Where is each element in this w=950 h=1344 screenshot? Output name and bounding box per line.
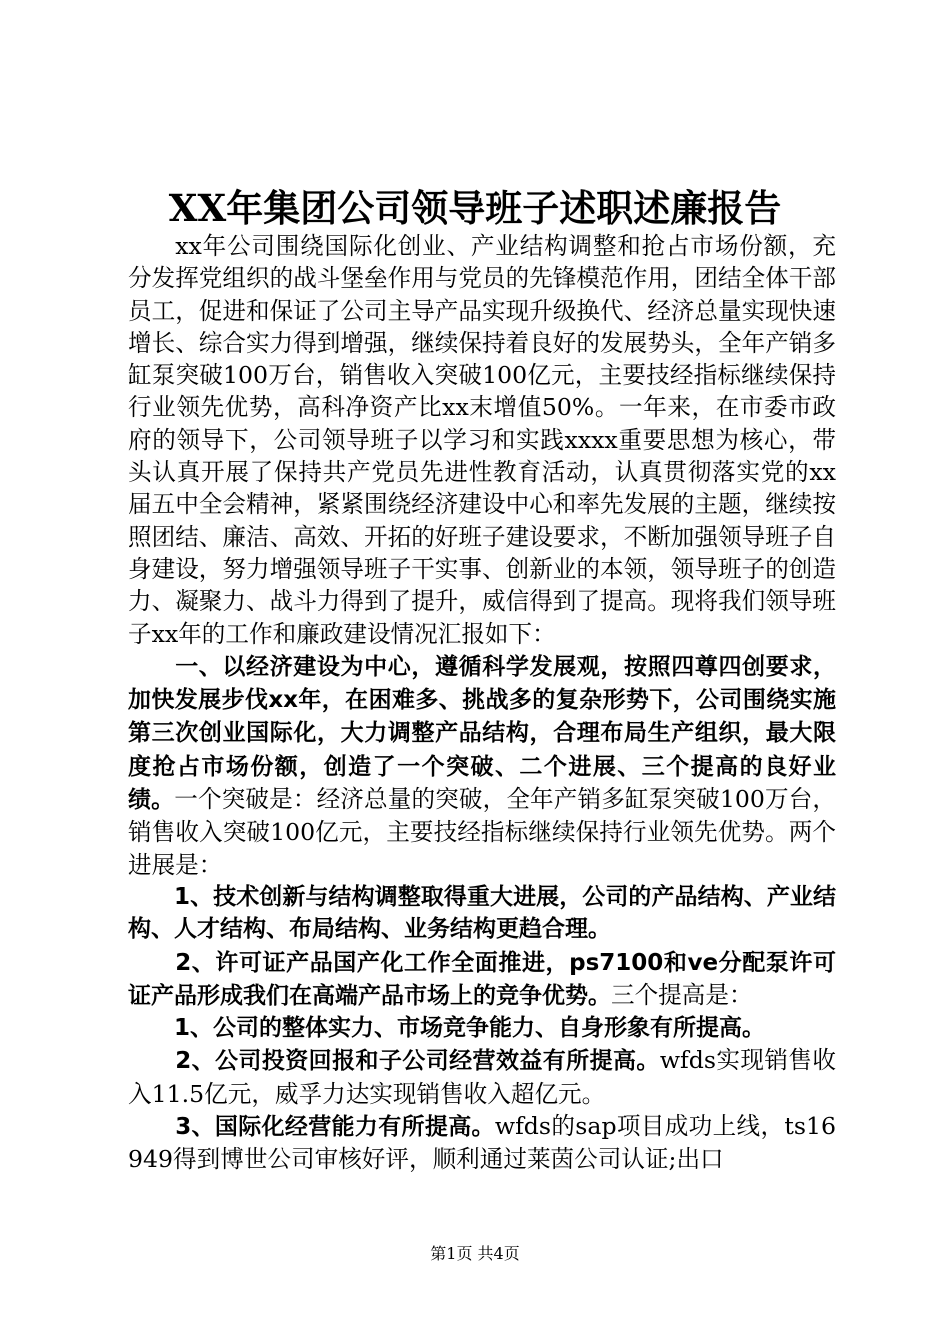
- section-1-heading: 一、以经济建设为中心，遵循科学发展观，按照四尊四创要求，加快发展步伐xx年，在困难多、挑战多的复杂形势下，公司围绕实施第三次创业国际化，大力调整产品结构，合理布局生产组织，最大限度抢占市场份额，创造了一个突破、二个进展、三个提高的良好业绩。: [128, 653, 836, 814]
- document-title: XX年集团公司领导班子述职述廉报告: [168, 186, 782, 230]
- progress-2-text: 2、许可证产品国产化工作全面推进，ps7100和ve分配泵许可证产品形成我们在高端产品市场上的竞争优势。: [128, 949, 836, 1009]
- section-1-text: 一个突破是：经济总量的突破，全年产销多缸泵突破100万台，销售收入突破100亿元，主要技经指标继续保持行业领先优势。两个进展是：: [128, 785, 837, 879]
- improvement-2-text: wfds实现销售收入11.5亿元，威孚力达实现销售收入超亿元。: [128, 1046, 836, 1108]
- paragraph-progress-1: 1、技术创新与结构调整取得重大进展，公司的产品结构、产业结构、人才结构、布局结构、业务结构更趋合理。: [128, 883, 836, 943]
- paragraph-section-1: [128, 650, 836, 881]
- paragraph-improvement-3: [128, 1110, 836, 1176]
- improvement-3-text: wfds的sap项目成功上线，ts16949得到博世公司审核好评，顺利通过莱茵公司认证;出口: [128, 1112, 836, 1174]
- improvement-2-heading: 2、公司投资回报和子公司经营效益有所提高。: [175, 1048, 660, 1075]
- paragraph-improvement-2: [128, 1044, 836, 1110]
- page-footer: 第1页 共4页: [430, 1244, 520, 1263]
- paragraph-progress-2: [128, 946, 836, 1013]
- paragraph-improvement-1: 1、公司的整体实力、市场竞争能力、自身形象有所提高。: [174, 1015, 766, 1042]
- document-body: [128, 230, 836, 1176]
- paragraph-intro: xx年公司围绕国际化创业、产业结构调整和抢占市场份额，充分发挥党组织的战斗堡垒作用与党员的先锋模范作用，团结全体干部员工，促进和保证了公司主导产品实现升级换代、经济总量实现快速增长、综合实力得到增强，继续保持着良好的发展势头，全年产销多缸泵突破100万台，销售收入突破100亿元，主要技经指标继续保持行业领先优势，高科净资产比xx末增值50%。一年来，在市委市政府的领导下，公司领导班子以学习和实践xxxx重要思想为核心，带头认真开展了保持共产党员先进性教育活动，认真贯彻落实党的xx届五中全会精神，紧紧围绕经济建设中心和率先发展的主题，继续按照团结、廉洁、高效、开拓的好班子建设要求，不断加强领导班子自身建设，努力增强领导班子干实事、创新业的本领，领导班子的创造力、凝聚力、战斗力得到了提升，威信得到了提高。现将我们领导班子xx年的工作和廉政建设情况汇报如下：: [128, 232, 836, 648]
- improvement-3-heading: 3、国际化经营能力有所提高。: [175, 1114, 495, 1141]
- progress-2-tail: 三个提高是：: [611, 980, 753, 1009]
